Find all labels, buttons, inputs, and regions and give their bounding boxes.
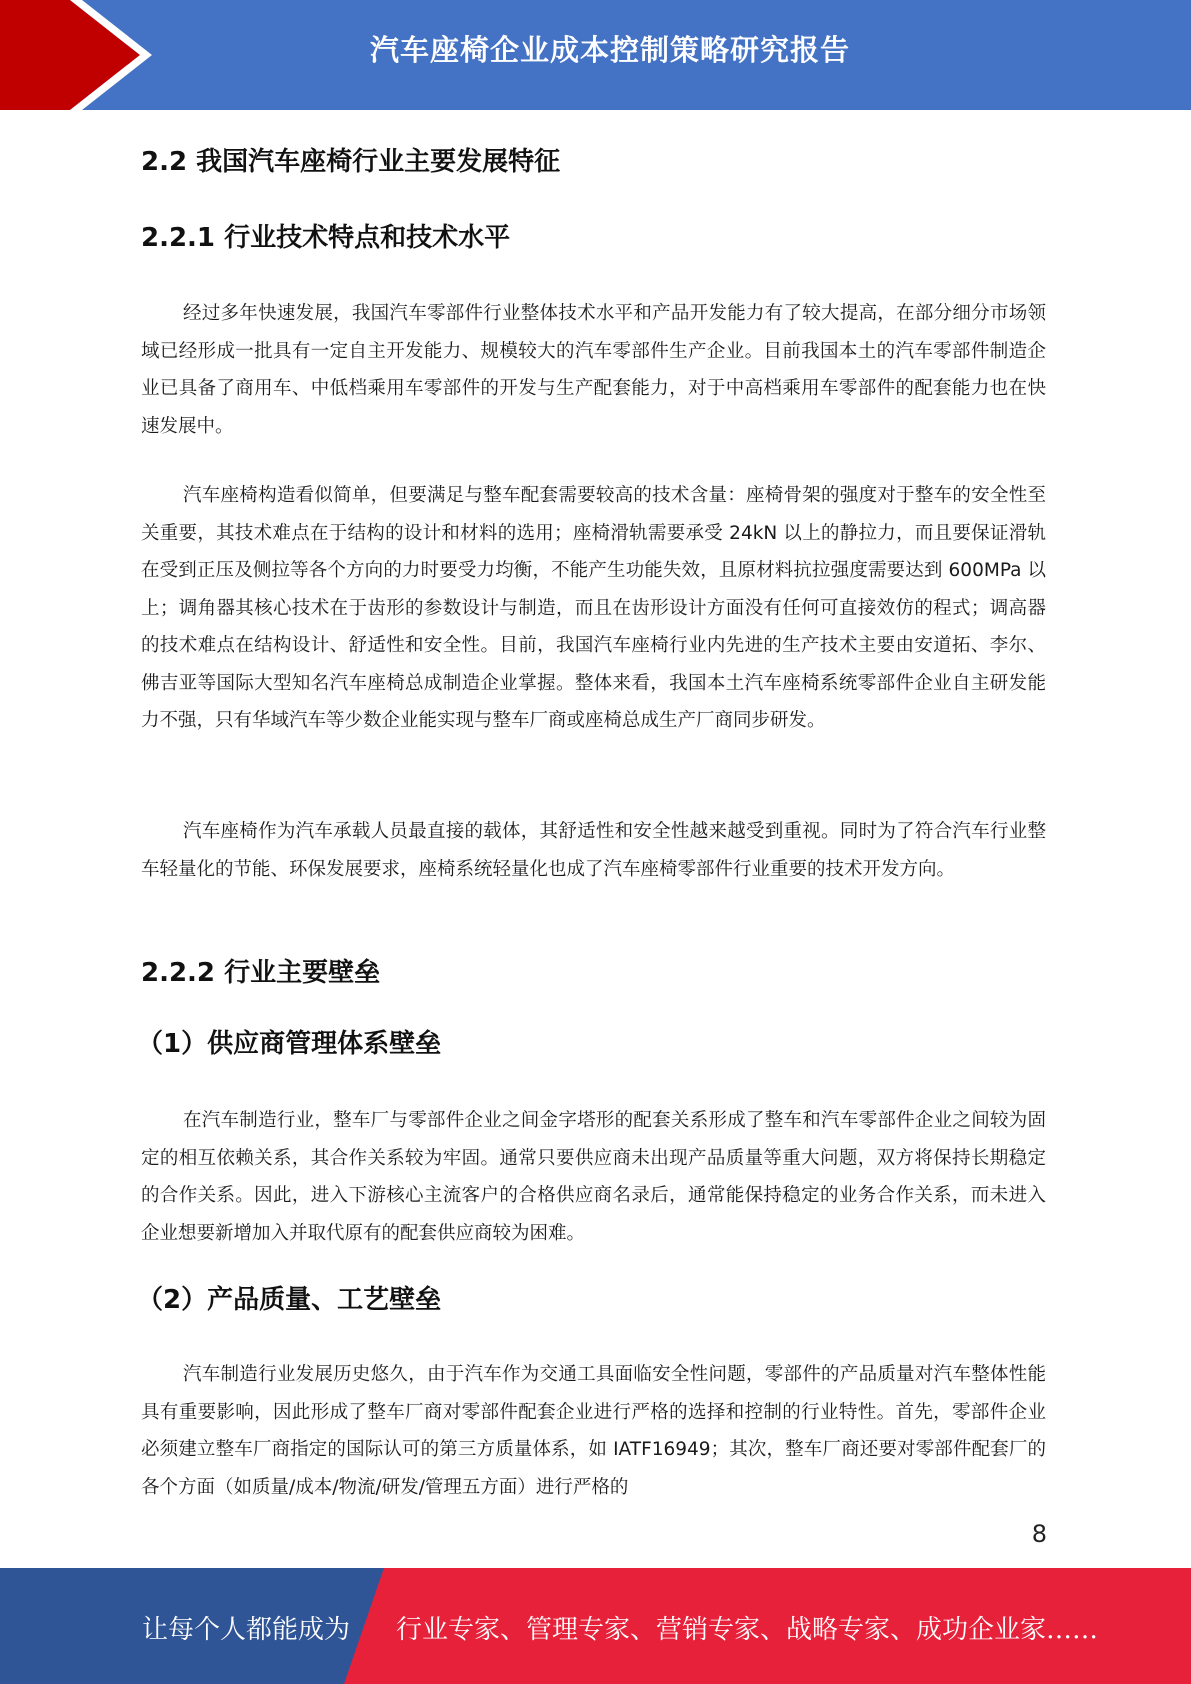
subsection-heading-quality: （2）产品质量、工艺壁垒: [137, 1285, 442, 1315]
paragraph-seat-structure: 汽车座椅构造看似简单，但要满足与整车配套需要较高的技术含量：座椅骨架的强度对于整车的安全性至关重要，其技术难点在于结构的设计和材料的选用；座椅滑轨需要承受 24kN 以上的静拉力，而且要保证滑轨在受到正压及侧拉等各个方向的力时要受力均衡，不能产生功能失效，且原材料抗拉强度需要达到 600MPa 以上；调角器其核心技术在于齿形的参数设计与制造，而且在齿形设计方面没有任何可直接效仿的程式；调高器的技术难点在结构设计、舒适性和安全性。目前，我国汽车座椅行业内先进的生产技术主要由安道拓、李尔、佛吉亚等国际大型知名汽车座椅总成制造企业掌握。整体来看，我国本土汽车座椅系统零部件企业自主研发能力不强，只有华域汽车等少数企业能实现与整车厂商或座椅总成生产厂商同步研发。: [141, 485, 1046, 731]
page-header: [0, 0, 1191, 110]
footer-slogan-right: 行业专家、管理专家、营销专家、战略专家、成功企业家……: [396, 1615, 1099, 1645]
page-footer: [0, 1568, 1191, 1684]
document-title: 汽车座椅企业成本控制策略研究报告: [369, 33, 850, 67]
section-heading-2-2: 2.2 我国汽车座椅行业主要发展特征: [141, 147, 561, 177]
subsection-heading-supplier: （1）供应商管理体系壁垒: [137, 1029, 442, 1059]
paragraph-tech-level: 经过多年快速发展，我国汽车零部件行业整体技术水平和产品开发能力有了较大提高，在部分细分市场领域已经形成一批具有一定自主开发能力、规模较大的汽车零部件生产企业。目前我国本土的汽车零部件制造企业已具备了商用车、中低档乘用车零部件的开发与生产配套能力，对于中高档乘用车零部件的配套能力也在快速发展中。: [141, 303, 1046, 437]
paragraph-quality-barrier: 汽车制造行业发展历史悠久，由于汽车作为交通工具面临安全性问题，零部件的产品质量对汽车整体性能具有重要影响，因此形成了整车厂商对零部件配套企业进行严格的选择和控制的行业特性。首先，零部件企业必须建立整车厂商指定的国际认可的第三方质量体系，如 IATF16949；其次，整车厂商还要对零部件配套厂的各个方面（如质量/成本/物流/研发/管理五方面）进行严格的: [141, 1364, 1046, 1498]
paragraph-seat-comfort: 汽车座椅作为汽车承载人员最直接的载体，其舒适性和安全性越来越受到重视。同时为了符合汽车行业整车轻量化的节能、环保发展要求，座椅系统轻量化也成了汽车座椅零部件行业重要的技术开发方向。: [141, 821, 1046, 880]
page-number: 8: [1031, 1520, 1047, 1548]
paragraph-supplier-barrier: 在汽车制造行业，整车厂与零部件企业之间金字塔形的配套关系形成了整车和汽车零部件企业之间较为固定的相互依赖关系，其合作关系较为牢固。通常只要供应商未出现产品质量等重大问题，双方将保持长期稳定的合作关系。因此，进入下游核心主流客户的合格供应商名录后，通常能保持稳定的业务合作关系，而未进入企业想要新增加入并取代原有的配套供应商较为困难。: [141, 1110, 1046, 1244]
section-heading-2-2-2: 2.2.2 行业主要壁垒: [141, 958, 381, 988]
footer-slogan-left: 让每个人都能成为: [142, 1615, 351, 1645]
section-heading-2-2-1: 2.2.1 行业技术特点和技术水平: [141, 223, 511, 253]
